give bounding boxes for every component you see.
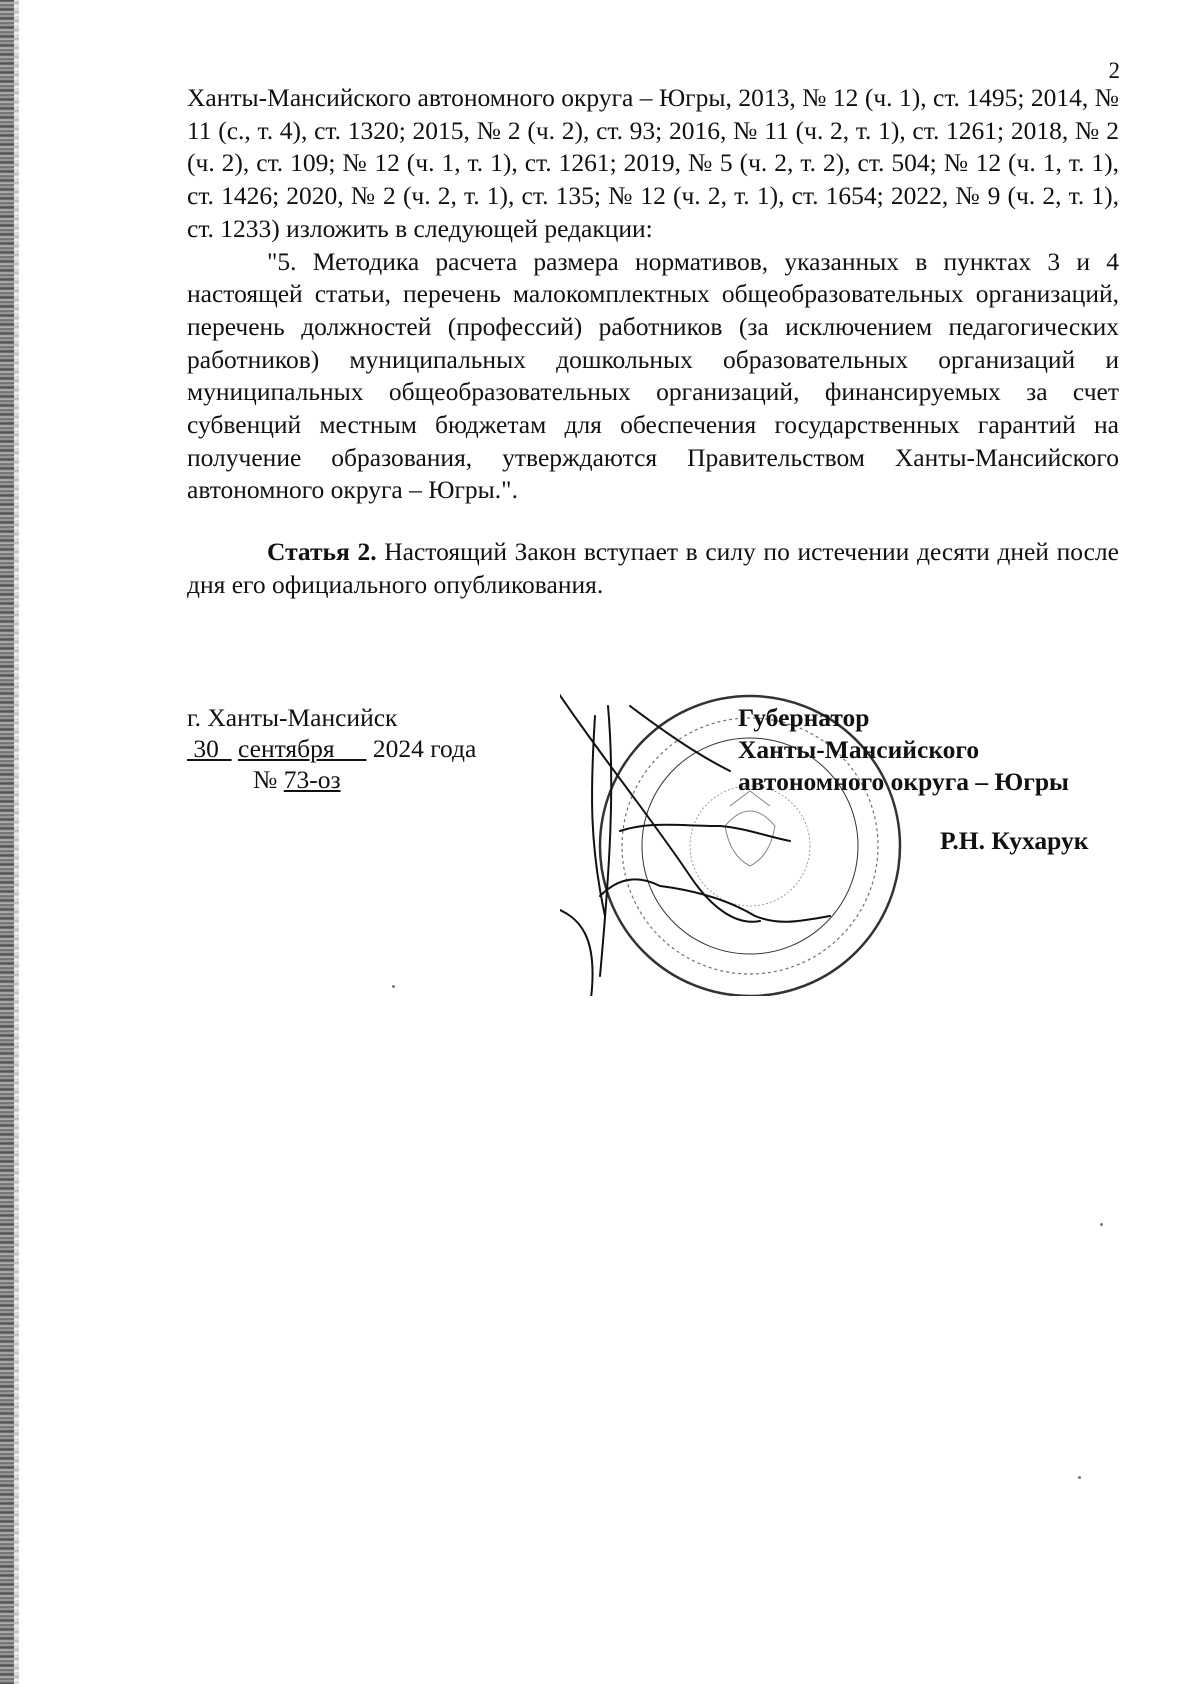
scan-edge-shadow	[14, 0, 19, 1684]
scan-speck	[392, 985, 395, 988]
law-number: № 73-оз	[253, 765, 341, 794]
paragraph-new-wording: "5. Методика расчета размера нормативов, указанных в пунктах 3 и 4 настоящей статьи, перечень малокомплектных общеобразовательных организаций, перечень должностей (профессий) работников (за исключением педагогических работников) муниципальных дошкольных образовательных организаций и муниципальных общеобразовательных организаций, финансируемых за счет субвенций местным бюджетам для обеспечения государственных гарантий на получение образования, утверждаются Правительством Ханты-Мансийского автономного округа – Югры.".	[187, 246, 1119, 505]
place: г. Ханты-Мансийск	[187, 703, 398, 732]
scan-edge	[0, 0, 14, 1684]
date-month: сентября	[238, 734, 335, 763]
page-number: 2	[1108, 58, 1120, 83]
date-line	[187, 733, 476, 764]
signatory-region: Ханты-Мансийского	[738, 735, 980, 764]
article-2-text: Настоящий Закон вступает в силу по истечении десяти дней после дня его официального опубликования.	[187, 537, 1119, 599]
place-date-block	[187, 702, 476, 795]
signatory-okrug: автономного округа – Югры	[738, 767, 1069, 796]
article-2	[187, 536, 1119, 601]
document-body	[187, 82, 1119, 602]
scan-speck	[1100, 1223, 1103, 1226]
date-year: 2024 года	[372, 734, 477, 763]
scan-speck	[1078, 1476, 1081, 1479]
signatory-title	[738, 702, 1069, 798]
article-2-label: Статья 2.	[267, 537, 377, 567]
signatory-position: Губернатор	[738, 703, 870, 732]
signatory-name: Р.Н. Кухарук	[940, 826, 1089, 855]
date-day: 30	[193, 734, 219, 763]
paragraph-amendment-source: Ханты-Мансийского автономного округа – Югры, 2013, № 12 (ч. 1), ст. 1495; 2014, № 11 (с., т. 4), ст. 1320; 2015, № 2 (ч. 2), ст. 93; 2016, № 11 (ч. 2, т. 1), ст. 1261; 2018, № 2 (ч. 2), ст. 109; № 12 (ч. 1, т. 1), ст. 1261; 2019, № 5 (ч. 2, т. 2), ст. 504; № 12 (ч. 1, т. 1), ст. 1426; 2020, № 2 (ч. 2, т. 1), ст. 135; № 12 (ч. 2, т. 1), ст. 1654; 2022, № 9 (ч. 2, т. 1), ст. 1233) изложить в следующей редакции:	[187, 83, 1119, 243]
